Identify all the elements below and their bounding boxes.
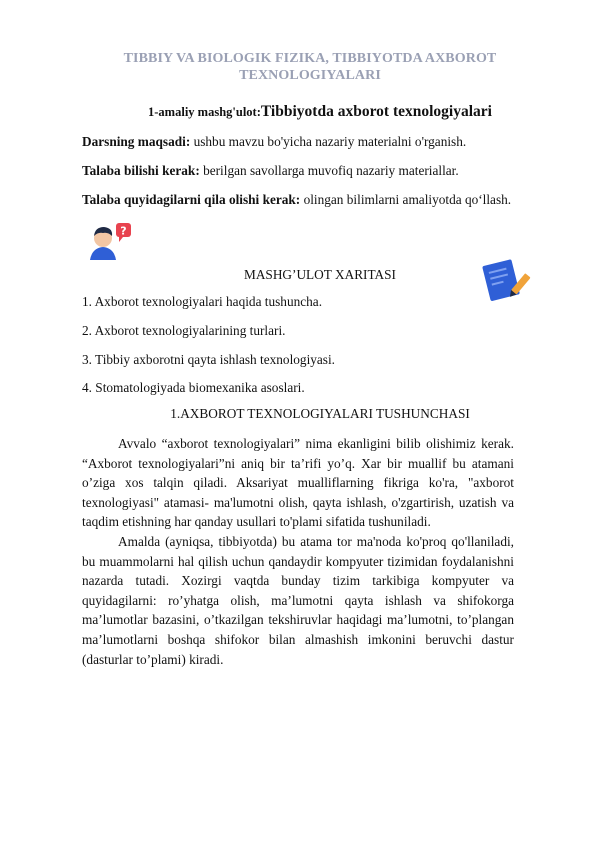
svg-text:?: ?	[120, 224, 127, 238]
goal-line-know	[82, 163, 459, 179]
map-title: MASHG’ULOT XARITASI	[244, 267, 396, 282]
header-line-2: TEXNOLOGIYALARI	[239, 68, 381, 83]
lesson-title: Tibbiyotda axborot texnologiyalari	[260, 103, 492, 120]
page-header	[90, 50, 530, 84]
lesson-label: 1-amaliy mashg'ulot:	[148, 105, 261, 119]
paragraph-intro: Avvalo “axborot texnologiyalari” nima ekanligini bilib olishimiz kerak. “Axborot texnologiyalari”ni aniq bir ta’rifi yo’q. Xar bir muallif bu atamani o’ziga xos talqin qiladi. Aksariyat mualliflarning fikriga ko'ra, "axborot texnologiyasi" atamasi- ma'lumotni olish, qayta ishlash, o'zgartirish, uzatish va taqdim etishning har qanday usullari to'plami sifatida tushuniladi.	[82, 436, 514, 530]
goal-text: berilgan savollarga muvofiq nazariy materiallar.	[199, 163, 459, 178]
goal-line-skill	[82, 192, 511, 208]
document-pen-icon	[480, 258, 532, 302]
map-item: 2. Axborot texnologiyalarining turlari.	[82, 323, 286, 338]
goal-label: Darsning maqsadi:	[82, 134, 191, 149]
map-item: 4. Stomatologiyada biomexanika asoslari.	[82, 380, 305, 395]
goal-label: Talaba quyidagilarni qila olishi kerak:	[82, 192, 301, 207]
person-question-icon	[86, 222, 138, 262]
lesson-subtitle	[0, 103, 596, 121]
paragraph-practice: Amalda (ayniqsa, tibbiyotda) bu atama tor ma'noda ko'proq qo'llaniladi, bu muammolarni hal qilish uchun qandaydir kompyuter tizimidan foydalanishni nazarda tutadi. Xozirgi vaqtda bunday tizim tarkibiga kompyuter va quyidagilarni: ro’yhatga olish, ma’lumotni qayta ishlash va shifokorga ma’lumotlar bazasini, o’tkazilgan tekshiruvlar haqidagi ma’lumotni, to’plangan ma’lumotlarni boshqa shifokor bilan almashish imkonini beruvchi dastur (dasturlar to’plami) kiradi.	[82, 534, 514, 667]
goal-line-aim	[82, 134, 466, 150]
goal-text: ushbu mavzu bo'yicha nazariy materialni o'rganish.	[190, 134, 467, 149]
goal-label: Talaba bilishi kerak:	[82, 163, 200, 178]
goal-text: olingan bilimlarni amaliyotda qo‘llash.	[300, 192, 512, 207]
map-item: 1. Axborot texnologiyalari haqida tushuncha.	[82, 294, 323, 309]
map-item: 3. Tibbiy axborotni qayta ishlash texnologiyasi.	[82, 352, 336, 367]
section-title: 1.AXBOROT TEXNOLOGIYALARI TUSHUNCHASI	[170, 406, 470, 421]
header-line-1: TIBBIY VA BIOLOGIK FIZIKA, TIBBIYOTDA AXBOROT	[123, 51, 497, 66]
